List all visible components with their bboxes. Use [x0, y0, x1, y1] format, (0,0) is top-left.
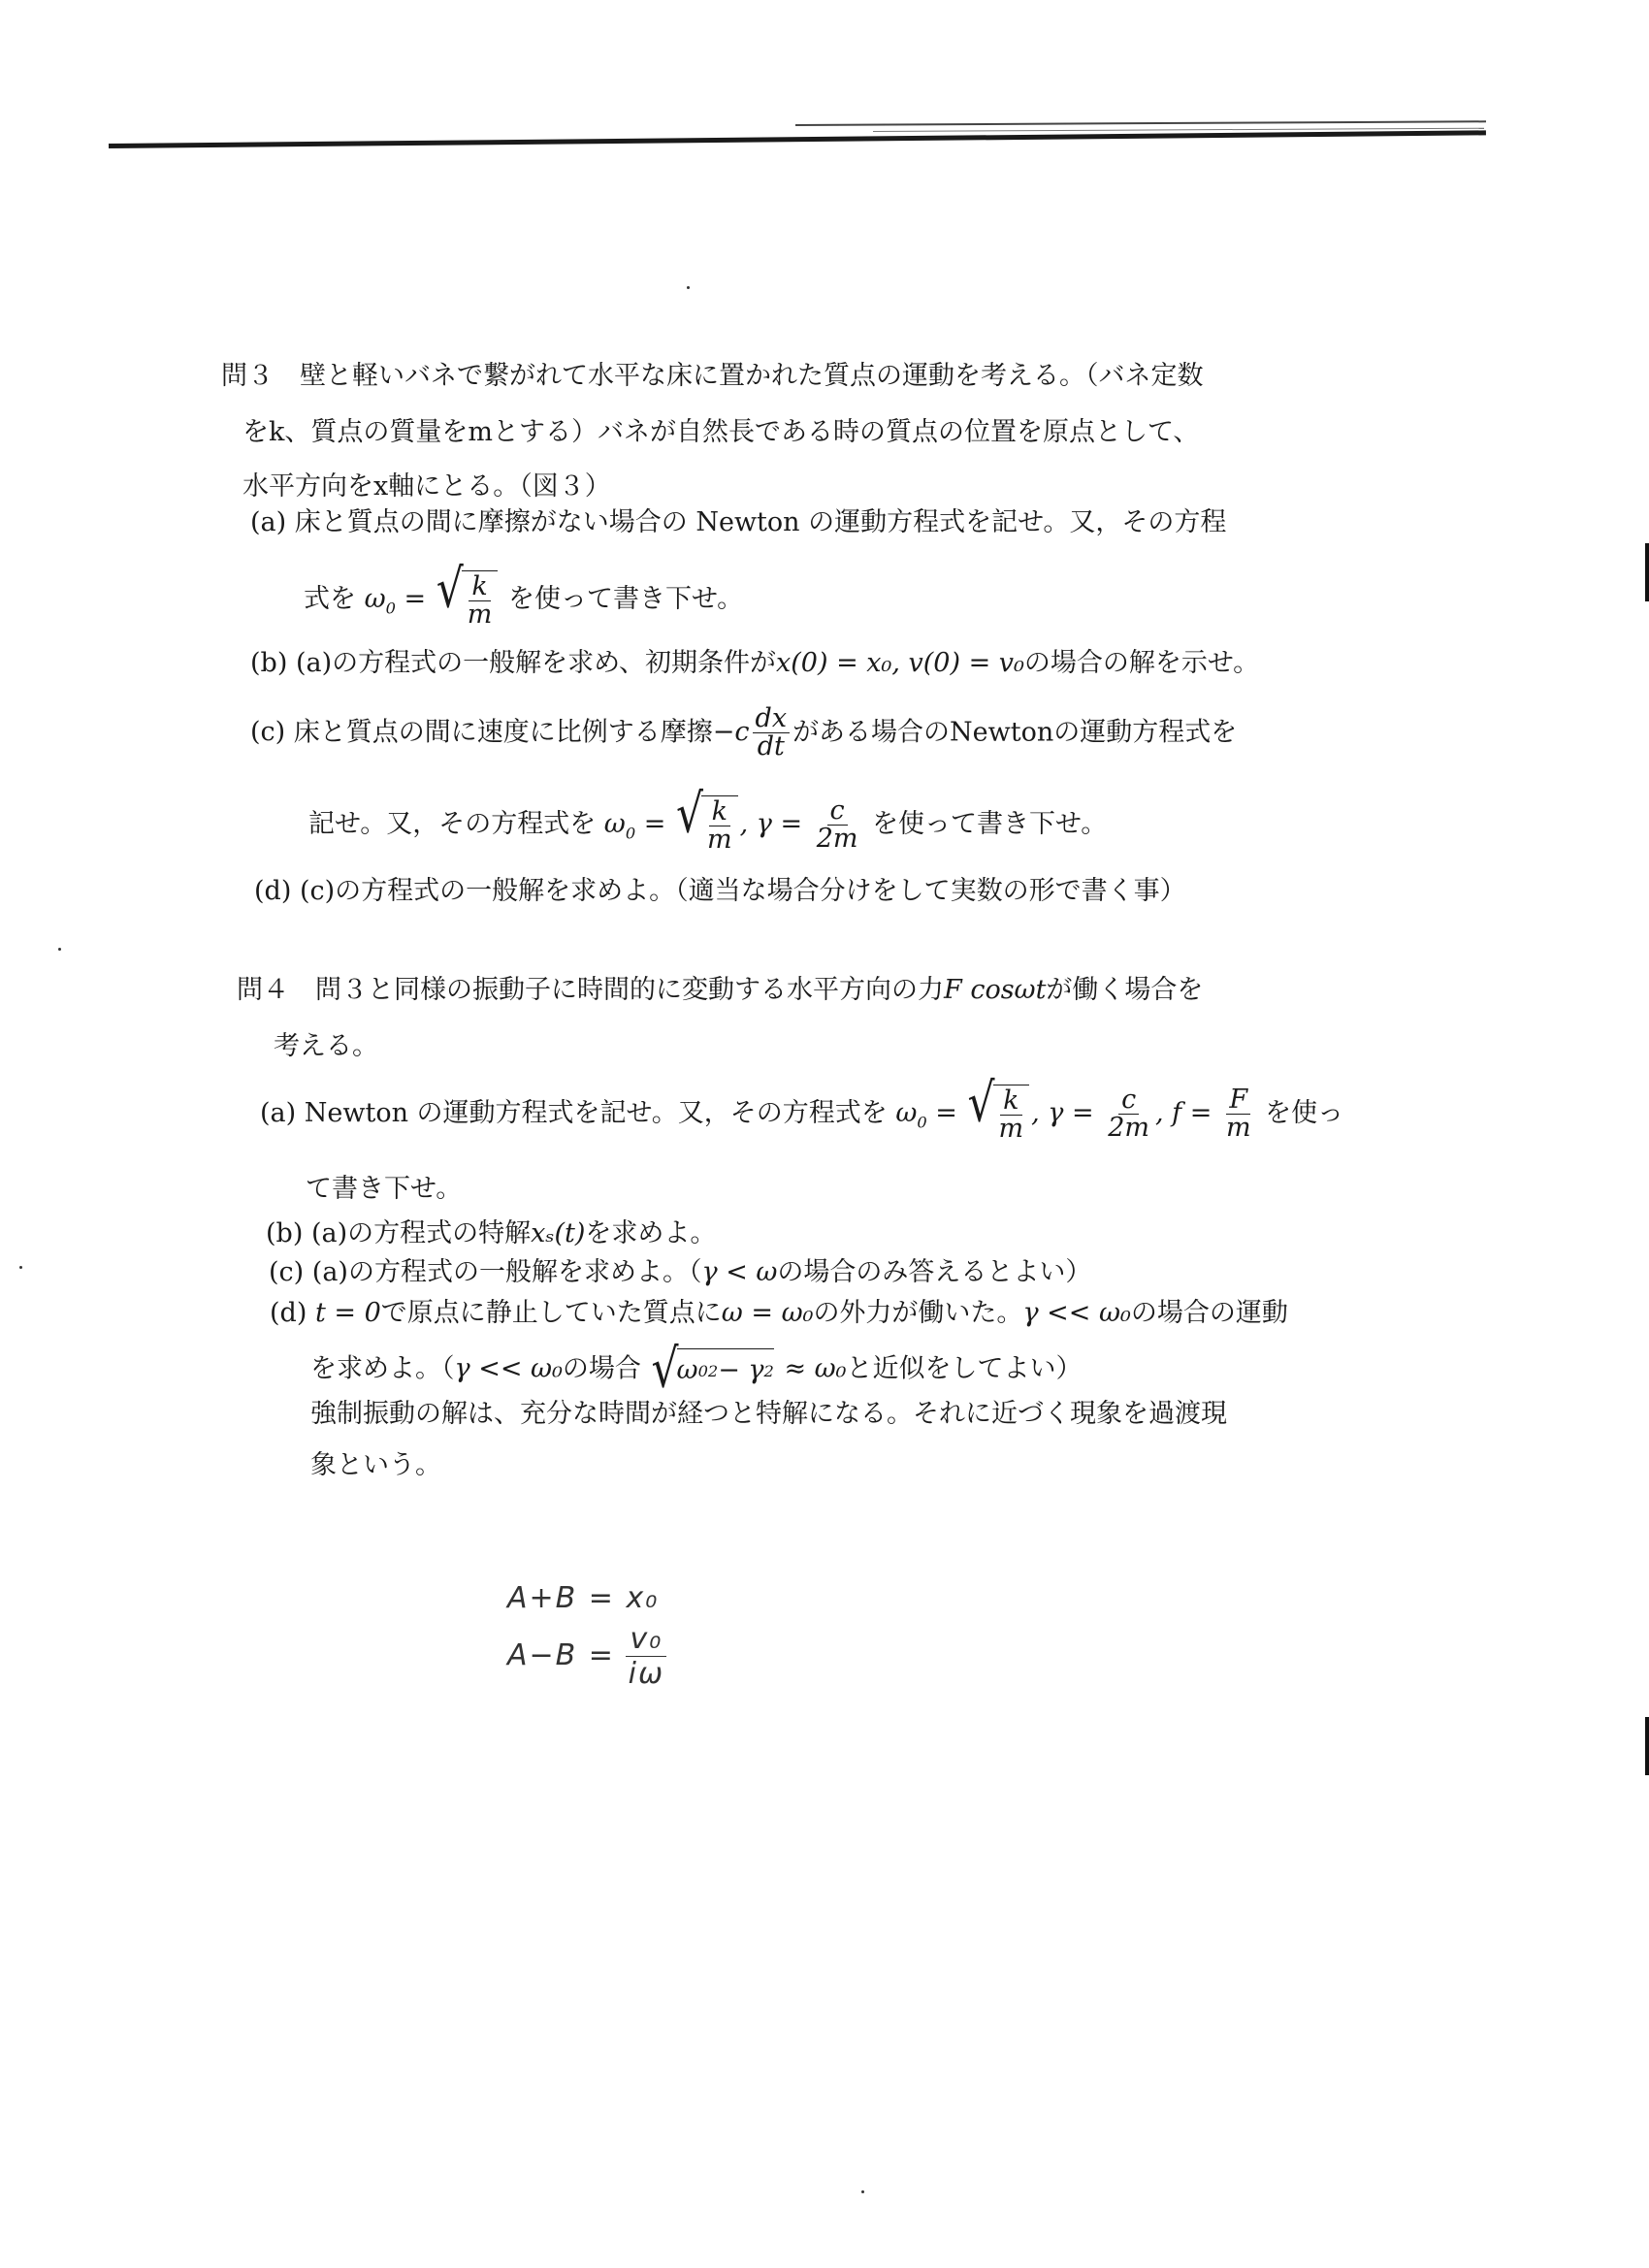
q4-a-line-1 [260, 1072, 1344, 1145]
header-rule [109, 130, 1486, 148]
scan-speck [861, 2190, 864, 2193]
scan-speck [58, 948, 61, 951]
q4-c-condition: γ < ω [701, 1257, 778, 1287]
scan-speck [19, 1266, 22, 1269]
q4-intro-text-post: が働く場合を [1046, 975, 1204, 1005]
header-rule-thin [795, 120, 1486, 126]
q3-a-text-2-pre: 式を [304, 583, 356, 614]
handwritten-note-line-2-pre: A−B = [507, 1638, 615, 1672]
q3-d-label: (d) [254, 876, 292, 906]
q4-driving-force: F cosωt [944, 975, 1047, 1005]
q4-a-label: (a) [260, 1097, 297, 1128]
q4-d-time-condition: t = 0 [314, 1298, 381, 1328]
q3-c-line-1 [250, 705, 1237, 761]
q3-c-text-2-pre: 記せ。又，その方程式を [308, 808, 597, 839]
q4-d-line-3: 強制振動の解は、充分な時間が経つと特解になる。それに近づく現象を過渡現 [310, 1399, 1227, 1429]
q3-intro-line-3: 水平方向をx軸にとる。（図３） [242, 471, 611, 502]
q4-d-resonant-force: ω = ω₀ [721, 1298, 814, 1328]
handwritten-note-denominator: iω [628, 1657, 665, 1691]
handwritten-note-numerator: v₀ [626, 1622, 666, 1657]
q4-d-condition-2: γ << ω₀ [454, 1353, 563, 1384]
q3-d-line [254, 876, 1186, 907]
q3-a-line-2 [304, 558, 744, 631]
handwritten-note-fraction [626, 1622, 666, 1691]
q3-b-text-post: の場合の解を示せ。 [1023, 648, 1260, 678]
q3-c-text-1-post: がある場合のNewtonの運動方程式を [792, 717, 1238, 748]
q4-b-text-pre: (a)の方程式の特解 [310, 1218, 532, 1248]
q3-c-line-2 [308, 783, 1108, 856]
q3-d-text: (c)の方程式の一般解を求めよ。（適当な場合分けをして実数の形で書く事） [299, 876, 1186, 906]
q3-c-friction-term: −c $\frac{dx}{dt}$ [713, 717, 792, 747]
q4-a-text-1-post: を使っ [1265, 1097, 1344, 1128]
scan-edge-mark [1645, 1717, 1649, 1775]
q4-d-text-2-pre: を求めよ。（ [310, 1353, 455, 1384]
q4-d-text-1-mid: で原点に静止していた質点に [380, 1298, 722, 1328]
q4-d-text-2-post: と近似をしてよい） [846, 1353, 1083, 1384]
q3-a-omega0-formula: $\omega_0$ = √ $\frac{k}{m}$ [365, 584, 508, 614]
q3-a-label: (a) [250, 507, 287, 537]
q3-c-label: (c) [250, 717, 286, 748]
q4-d-approximation: ≈ ω₀ [784, 1353, 847, 1384]
q4-intro-line-2: 考える。 [274, 1031, 378, 1061]
handwritten-note-line-2 [507, 1622, 666, 1691]
q4-d-sqrt-expression: √ ω 0 2 − γ 2 [651, 1338, 774, 1401]
q4-d-line-4: 象という。 [310, 1450, 441, 1480]
q4-a-line-2: て書き下せ。 [306, 1174, 463, 1204]
q4-c-line [269, 1257, 1091, 1288]
q4-d-line-2 [310, 1338, 1083, 1401]
q4-a-text-1-pre: Newton の運動方程式を記せ。又，その方程式を [304, 1097, 888, 1128]
q3-b-initial-conditions: x(0) = x₀, v(0) = v₀ [776, 648, 1024, 678]
q4-c-label: (c) [269, 1257, 305, 1287]
q3-a-text-2-post: を使って書き下せ。 [507, 583, 744, 614]
q3-b-text-pre: (a)の方程式の一般解を求め、初期条件が [295, 648, 777, 678]
q4-b-particular-solution: xₛ(t) [531, 1218, 586, 1248]
q3-c-text-2-post: を使って書き下せ。 [872, 808, 1108, 839]
q4-intro-text-pre: 問４ 問３と同様の振動子に時間的に変動する水平方向の力 [237, 975, 944, 1005]
q3-intro-line-1: 問３ 壁と軽いバネで繋がれて水平な床に置かれた質点の運動を考える。（バネ定数 [221, 361, 1204, 391]
q3-b-line [250, 648, 1259, 679]
q4-a-parameter-formula: $\omega_0$ = √ $\frac{k}{m}$ , γ = $\frac{c}{2m}$ , f = $\frac{F}{m}$ [895, 1072, 1251, 1145]
q4-b-label: (b) [266, 1218, 304, 1248]
scan-speck [687, 286, 690, 289]
q4-d-text-2-mid: の場合 [562, 1353, 641, 1384]
scan-edge-mark [1645, 543, 1649, 601]
q4-intro-line-1 [237, 975, 1203, 1006]
q3-a-line-1 [250, 507, 1226, 538]
q4-c-text-post: の場合のみ答えるとよい） [777, 1257, 1092, 1287]
q3-c-text-1-pre: 床と質点の間に速度に比例する摩擦 [293, 717, 713, 748]
q4-d-text-1-mid2: の外力が働いた。 [813, 1298, 1023, 1328]
q4-d-text-1-post: の場合の運動 [1130, 1298, 1288, 1328]
q3-b-label: (b) [250, 648, 288, 678]
q4-c-text-pre: (a)の方程式の一般解を求めよ。（ [311, 1257, 702, 1287]
q4-b-line [266, 1218, 716, 1249]
q3-c-parameter-formula: $\omega_0$ = √ $\frac{k}{m}$ , γ = $\frac{c}{2m}$ [603, 783, 858, 856]
q4-d-weak-damping-condition: γ << ω₀ [1022, 1298, 1131, 1328]
handwritten-note-line-1: A+B = x₀ [507, 1581, 660, 1615]
q3-intro-line-2: をk、質点の質量をmとする）バネが自然長である時の質点の位置を原点として、 [242, 417, 1200, 447]
q4-b-text-post: を求めよ。 [585, 1218, 717, 1248]
q3-a-text-1: 床と質点の間に摩擦がない場合の Newton の運動方程式を記せ。又，その方程 [294, 507, 1227, 537]
q4-d-label: (d) [270, 1298, 307, 1328]
q4-d-line-1 [270, 1298, 1288, 1329]
